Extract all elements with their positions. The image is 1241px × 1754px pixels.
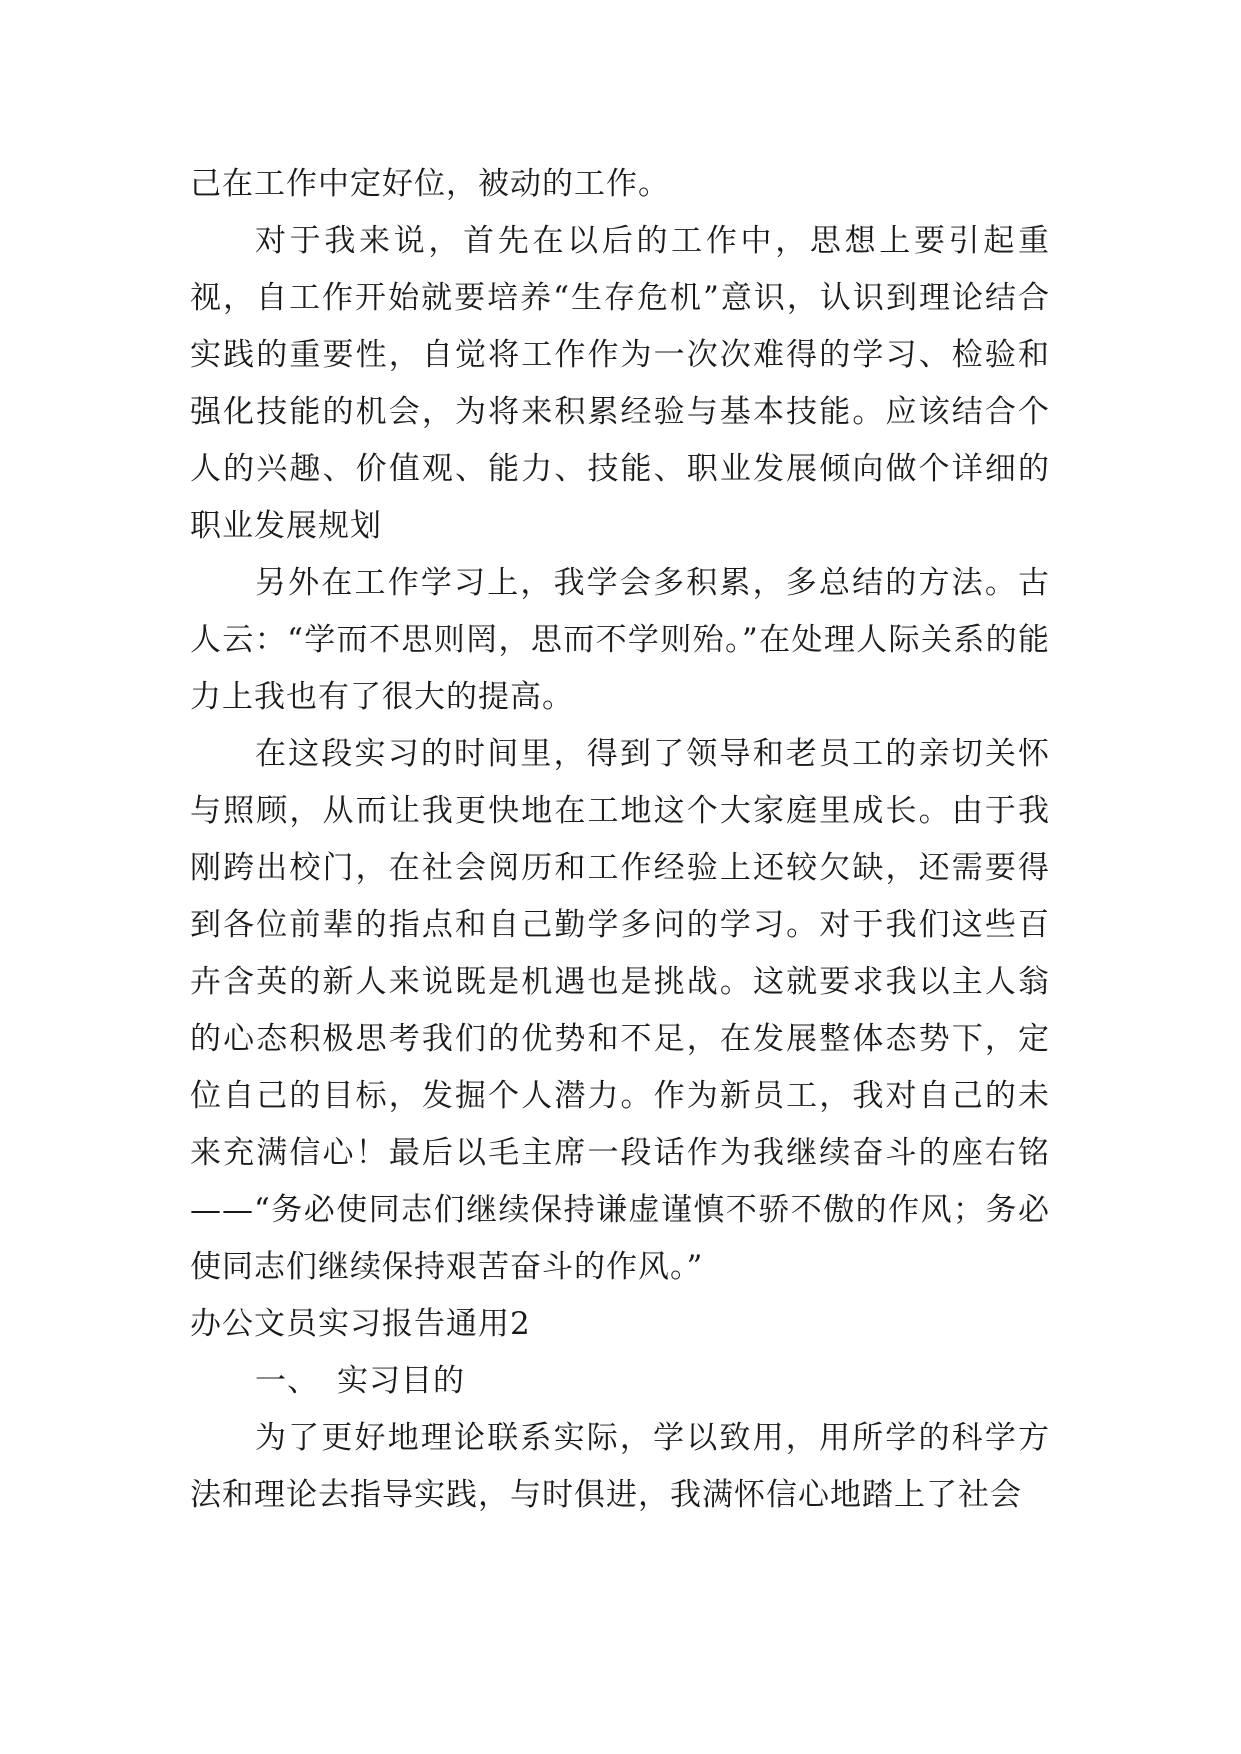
section-title: 办公文员实习报告通用2 — [190, 1306, 531, 1342]
paragraph-continuation: 己在工作中定好位，被动的工作。 — [190, 166, 670, 202]
sub-heading — [190, 1353, 1050, 1410]
paragraph-learning: 另外在工作学习上，我学会多积累，多总结的方法。古人云：“学而不思则罔，思而不学则殆。”在处理人际关系的能力上我也有了很大的提高。 — [190, 565, 1050, 715]
document-body — [190, 156, 1050, 1524]
paragraph-internship-experience: 在这段实习的时间里，得到了领导和老员工的亲切关怀与照顾，从而让我更快地在工地这个大家庭里成长。由于我刚跨出校门，在社会阅历和工作经验上还较欠缺，还需要得到各位前辈的指点和自己勤学多问的学习。对于我们这些百卉含英的新人来说既是机遇也是挑战。这就要求我以主人翁的心态积极思考我们的优势和不足，在发展整体态势下，定位自己的目标，发掘个人潜力。作为新员工，我对自己的未来充满信心！最后以毛主席一段话作为我继续奋斗的座右铭——“务必使同志们继续保持谦虚谨慎不骄不傲的作风；务必使同志们继续保持艰苦奋斗的作风。” — [190, 736, 1050, 1285]
paragraph-self-reflection: 对于我来说，首先在以后的工作中，思想上要引起重视，自工作开始就要培养“生存危机”意识，认识到理论结合实践的重要性，自觉将工作作为一次次难得的学习、检验和强化技能的机会，为将来积累经验与基本技能。应该结合个人的兴趣、价值观、能力、技能、职业发展倾向做个详细的职业发展规划 — [190, 223, 1050, 544]
paragraph-purpose: 为了更好地理论联系实际，学以致用，用所学的科学方法和理论去指导实践，与时俱进，我满怀信心地踏上了社会 — [190, 1420, 1050, 1513]
sub-heading-number: 一、 — [255, 1363, 319, 1399]
sub-heading-text: 实习目的 — [337, 1363, 465, 1399]
